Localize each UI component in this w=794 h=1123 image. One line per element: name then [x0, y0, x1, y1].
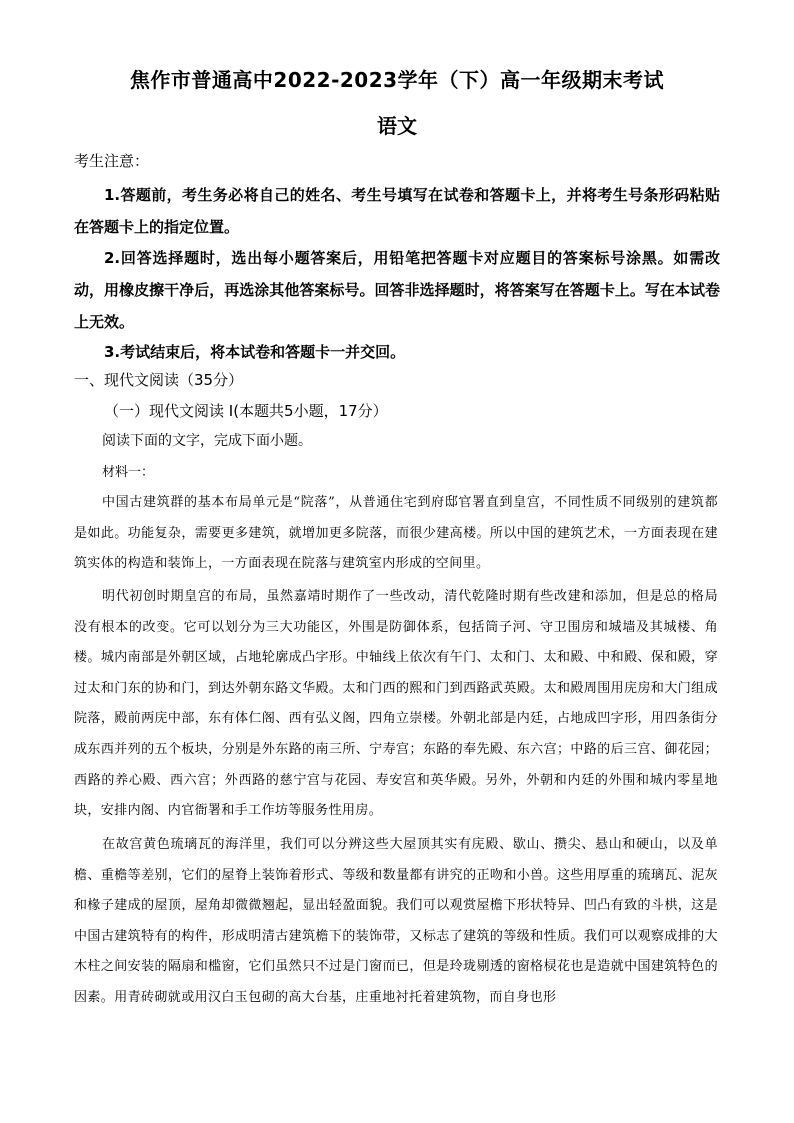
notice-item-2: [74, 242, 720, 338]
paragraph-text: 明代初创时期皇宫的布局，虽然嘉靖时期作了一些改动，清代乾隆时期有些改建和添加，但是总的格局没有根本的改变。它可以划分为三大功能区，外围是防御体系，包括筒子河、守卫围房和城墙及其城楼、角楼。城内南部是外朝区域，占地轮廓成凸字形。中轴线上依次有午门、太和门、太和殿、中和殿、保和殿，穿过太和门东的协和门，到达外朝东路文华殿。太和门西的熙和门到西路武英殿。太和殿周围用庑房和大门组成院落，殿前两庑中部，东有体仁阁、西有弘义阁，四角立崇楼。外朝北部是内廷，占地成凹字形，用四条街分成东西并列的五个板块，分别是外东路的南三所、宁寿宫；东路的奉先殿、东六宫；中路的后三宫、御花园；西路的养心殿、西六宫；外西路的慈宁宫与花园、寿安宫和英华殿。另外，外朝和内廷的外围和城内零星地块，安排内阁、内官衙署和手工作坊等服务性用房。: [74, 589, 718, 819]
notice-item-3-text: 3.考试结束后，将本试卷和答题卡一并交回。: [104, 343, 406, 361]
notice-item-1: [74, 179, 720, 243]
paragraph-text: 中国古建筑群的基本布局单元是“院落”，从普通住宅到府邸官署直到皇宫，不同性质不同级别的建筑都是如此。功能复杂，需要更多建筑，就增加更多院落，而很少建高楼。所以中国的建筑艺术，一方面表现在建筑实体的构造和装饰上，一方面表现在院落与建筑室内形成的空间里。: [74, 495, 718, 572]
notice-item-2-text: 2.回答选择题时，选出每小题答案后，用铅笔把答题卡对应题目的答案标号涂黑。如需改动，用橡皮擦干净后，再选涂其他答案标号。回答非选择题时，将答案写在答题卡上。写在本试卷上无效。: [74, 249, 720, 331]
exam-title: 焦作市普通高中2022-2023学年（下）高一年级期末考试: [129, 68, 665, 92]
subsection-heading: （一）现代文阅读 I(本题共5小题，17分）: [104, 402, 388, 420]
paragraph-text: 在故宫黄色琉璃瓦的海洋里，我们可以分辨这些大屋顶其实有庑殿、歇山、攒尖、悬山和硬山，以及单檐、重檐等差别，它们的屋脊上装饰着形式、等级和数量都有讲究的正吻和小兽。这些用厚重的琉璃瓦、泥灰和椽子建成的屋顶，屋角却微微翘起，显出轻盈面貌。我们可以观赏屋檐下形状特异、凹凸有致的斗栱，这是中国古建筑特有的构件，形成明清古建筑檐下的装饰带，又标志了建筑的等级和性质。我们可以观察成排的大木柱之间安装的隔扇和槛窗，它们虽然只不过是门窗而已，但是玲珑剔透的窗格棂花也是造就中国建筑特色的因素。用青砖砌就或用汉白玉包砌的高大台基，庄重地衬托着建筑物，而自身也形: [74, 837, 718, 1005]
reading-instruction: 阅读下面的文字，完成下面小题。: [102, 433, 312, 449]
notice-item-3: [74, 336, 720, 368]
notice-item-1-text: 1.答题前，考生务必将自己的姓名、考生号填写在试卷和答题卡上，并将考生号条形码粘贴在答题卡上的指定位置。: [74, 186, 720, 236]
passage-paragraph-2: [74, 582, 718, 827]
notice-heading: 考生注意：: [74, 152, 150, 170]
passage-paragraph-3: [74, 830, 718, 1014]
subject-title: 语文: [377, 114, 417, 138]
passage-paragraph-1: [74, 488, 718, 580]
material-label: 材料一：: [102, 465, 155, 480]
section-heading: 一、现代文阅读（35分）: [74, 371, 244, 389]
